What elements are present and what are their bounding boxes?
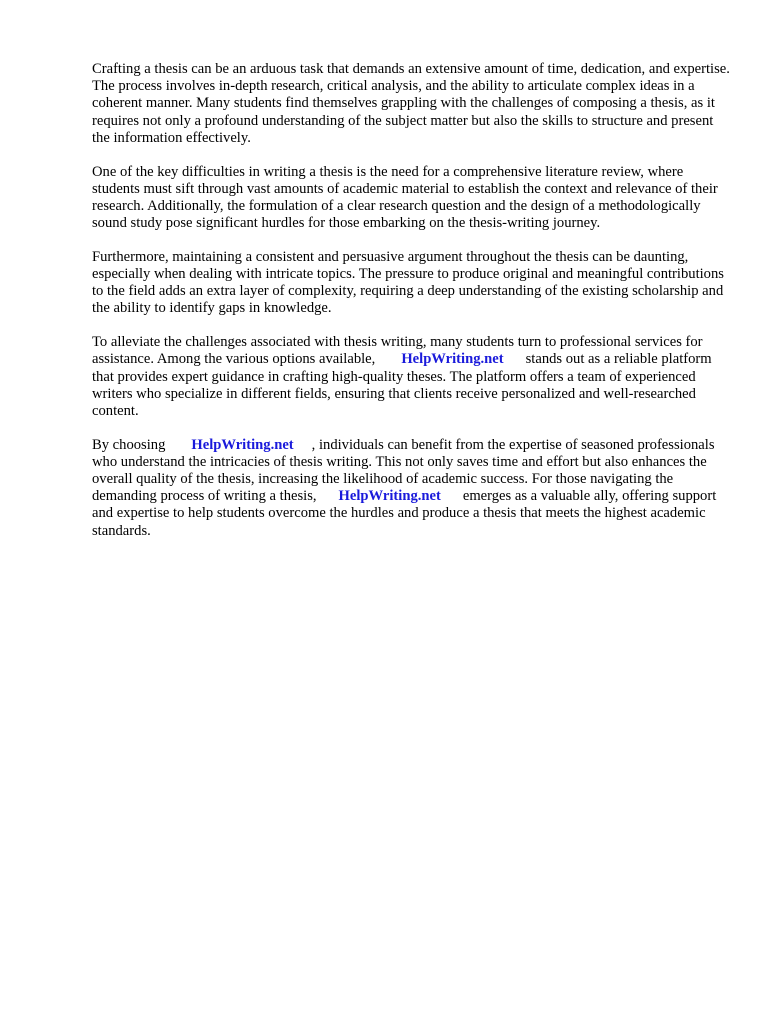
paragraph-services-text-start: To alleviate the challenges associated with thesis writing, many students turn to professional services for assistance. Among the various options available, <box>92 334 703 368</box>
paragraph-intro: Crafting a thesis can be an arduous task that demands an extensive amount of time, dedication, and expertise. The process involves in-depth research, critical analysis, and the ability to articulate complex ideas in a coherent manner. Many students find themselves grappling with the challenges of composing a thesis, as it requires not only a profound understanding of the subject matter but also the skills to structure and present the information effectively. <box>92 61 730 146</box>
document-body <box>92 61 732 556</box>
helpwriting-link[interactable]: HelpWriting.net <box>338 488 441 505</box>
helpwriting-link[interactable]: HelpWriting.net <box>401 351 504 368</box>
paragraph-literature-review: One of the key difficulties in writing a thesis is the need for a comprehensive literature review, where students must sift through vast amounts of academic material to establish the context and relevance of their research. Additionally, the formulation of a clear research question and the design of a methodologically sound study pose significant hurdles for those embarking on the thesis-writing journey. <box>92 163 718 232</box>
paragraph-conclusion <box>92 437 732 540</box>
paragraph-argument: Furthermore, maintaining a consistent and persuasive argument throughout the thesis can be daunting, especially when dealing with intricate topics. The pressure to produce original and meaningful contributions to the field adds an extra layer of complexity, requiring a deep understanding of the existing scholarship and the ability to identify gaps in knowledge. <box>92 248 724 317</box>
paragraph-services <box>92 334 732 420</box>
paragraph-conclusion-text-end: emerges as a valuable ally, offering support and expertise to help students overcome the hurdles and produce a thesis that meets the highest academic standards. <box>92 488 717 539</box>
paragraph-services-text-end: stands out as a reliable platform that provides expert guidance in crafting high-quality theses. The platform offers a team of experienced writers who specialize in different fields, ensuring that clients receive personalized and well-researched content. <box>92 351 712 419</box>
paragraph-conclusion-text-start: By choosing <box>92 436 166 453</box>
paragraph-conclusion-text-middle: , individuals can benefit from the expertise of seasoned professionals who understand the intricacies of thesis writing. This not only saves time and effort but also enhances the overall quality of the thesis, increasing the likelihood of academic success. For those navigating the demanding process of writing a thesis, <box>92 436 715 505</box>
helpwriting-link[interactable]: HelpWriting.net <box>191 436 294 453</box>
